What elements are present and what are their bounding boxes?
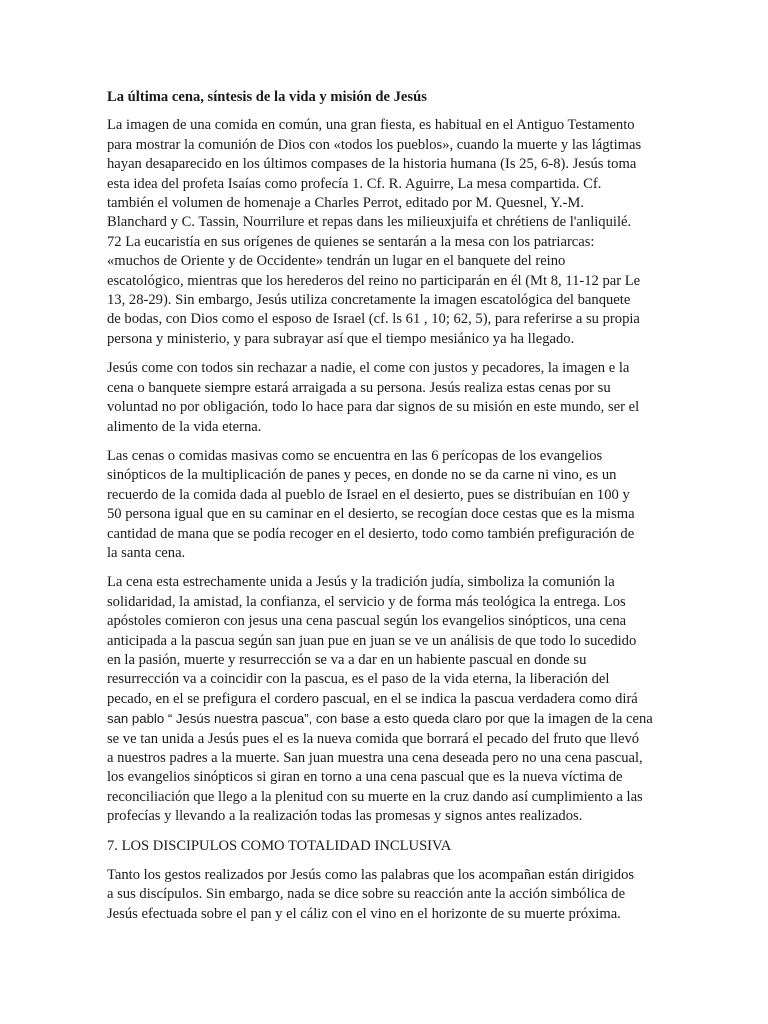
text-line: Jesús come con todos sin rechazar a nadie, el come con justos y pecadores, la imagen e la: [107, 360, 630, 377]
text-line: Tanto los gestos realizados por Jesús como las palabras que los acompañan están dirigidos: [107, 867, 635, 884]
text-line: a nuestros padres a la muerte. San juan muestra una cena deseada pero no una cena pascual,: [107, 750, 643, 766]
quote-sans-text: san pablo “ Jesús nuestra pascua”, con base a esto queda claro por que: [107, 711, 531, 727]
text-line: pecado, en el se prefigura el cordero pascual, en el se indica la pascua verdadera como dirá: [107, 690, 638, 707]
text-line: persona y ministerio, y para subrayar así que el tiempo mesiánico ya ha llegado.: [107, 330, 575, 347]
text-line: resurrección va a coincidir con la pascua, es el paso de la vida eterna, la liberación del: [107, 671, 610, 688]
section-heading: 7. LOS DISCIPULOS COMO TOTALIDAD INCLUSIVA: [107, 837, 452, 854]
text-line: La cena esta estrechamente unida a Jesús y la tradición judía, simboliza la comunión la: [107, 574, 615, 591]
text-line: la santa cena.: [107, 544, 186, 561]
text-line: 13, 28-29). Sin embargo, Jesús utiliza concretamente la imagen escatológica del banquete: [107, 292, 631, 309]
paragraph-4-mixed-line: [107, 709, 663, 729]
text-line: 50 persona igual que en su caminar en el desierto, se recogían doce cestas que es la misma: [107, 506, 635, 523]
text-line: cena o banquete siempre estará arraigada a su persona. Jesús realiza estas cenas por su: [107, 379, 611, 396]
text-line: cantidad de mana que se podía recoger en el desierto, todo como también prefiguración de: [107, 525, 635, 542]
text-line: «muchos de Oriente y de Occidente» tendrán un lugar en el banquete del reino: [107, 253, 566, 270]
paragraph-1: [107, 116, 663, 349]
paragraph-4-continued: [107, 730, 663, 827]
paragraph-3: [107, 447, 663, 563]
text-line: recuerdo de la comida dada al pueblo de Israel en el desierto, pues se distribuían en 100 y: [107, 486, 630, 503]
text-line: sinópticos de la multiplicación de panes y peces, en donde no se da carne ni vino, es un: [107, 467, 617, 484]
paragraph-4: [107, 573, 663, 729]
text-line: de bodas, con Dios como el esposo de Israel (cf. ls 61 , 10; 62, 5), para referirse a su propia: [107, 311, 640, 328]
paragraph-4-lines: [107, 573, 663, 709]
text-line: apóstoles comieron con jesus una cena pascual según los evangelios sinópticos, una cena: [107, 613, 627, 630]
text-line: voluntad no por obligación, todo lo hace para dar signos de su misión en este mundo, ser el: [107, 399, 640, 416]
text-line: para mostrar la comunión de Dios con «todos los pueblos», cuando la muerte y las lágtimas: [107, 136, 642, 153]
text-line: a sus discípulos. Sin embargo, nada se dice sobre su reacción ante la acción simbólica de: [107, 886, 626, 903]
quote-serif-text: la imagen de la cena: [530, 711, 653, 728]
text-line: esta idea del profeta Isaías como profecía 1. Cf. R. Aguirre, La mesa compartida. Cf.: [107, 175, 602, 192]
text-line: se ve tan unida a Jesús pues el es la nueva comida que borrará el pecado del fruto que llevó: [107, 730, 640, 747]
text-line: también el volumen de homenaje a Charles Perrot, editado por M. Quesnel, Y.-M.: [107, 195, 585, 212]
text-line: Blanchard y C. Tassin, Nourrilure et repas dans les milieuxjuifa et chrétiens de l'anliquilé.: [107, 214, 632, 231]
text-line: Las cenas o comidas masivas como se encuentra en las 6 perícopas de los evangelios: [107, 447, 603, 464]
text-line: los evangelios sinópticos si giran en torno a una cena pascual que es la nueva víctima de: [107, 769, 623, 786]
text-line: reconciliación que llego a la plenitud con su muerte en la cruz dando así cumplimiento a las: [107, 788, 643, 805]
text-line: anticipada a la pascua según san juan pue en juan se ve un análisis de que todo lo sucedido: [107, 632, 637, 649]
text-line: 72 La eucaristía en sus orígenes de quienes se sentarán a la mesa con los patriarcas:: [107, 233, 595, 250]
document-page: [107, 88, 663, 934]
text-line: La imagen de una comida en común, una gran fiesta, es habitual en el Antiguo Testamento: [107, 117, 635, 134]
text-line: escatológico, mientras que los herederos del reino no participarán en él (Mt 8, 11-12 par Le: [107, 272, 641, 289]
text-line: hayan desaparecido en los últimos compases de la historia humana (Is 25, 6-8). Jesús toma: [107, 156, 637, 173]
text-line: en la pasión, muerte y resurrección se va a dar en un habiente pascual en donde su: [107, 651, 587, 668]
document-title: La última cena, síntesis de la vida y misión de Jesús: [107, 89, 427, 105]
text-line: profecías y llevando a la realización todas las promesas y signos antes realizados.: [107, 808, 583, 825]
text-line: solidaridad, la amistad, la confianza, el servicio y de forma más teológica la entrega. Los: [107, 593, 626, 610]
paragraph-5: [107, 866, 663, 924]
text-line: alimento de la vida eterna.: [107, 418, 262, 435]
paragraph-2: [107, 359, 663, 437]
text-line: Jesús efectuada sobre el pan y el cáliz con el vino en el horizonte de su muerte próxima.: [107, 905, 621, 922]
